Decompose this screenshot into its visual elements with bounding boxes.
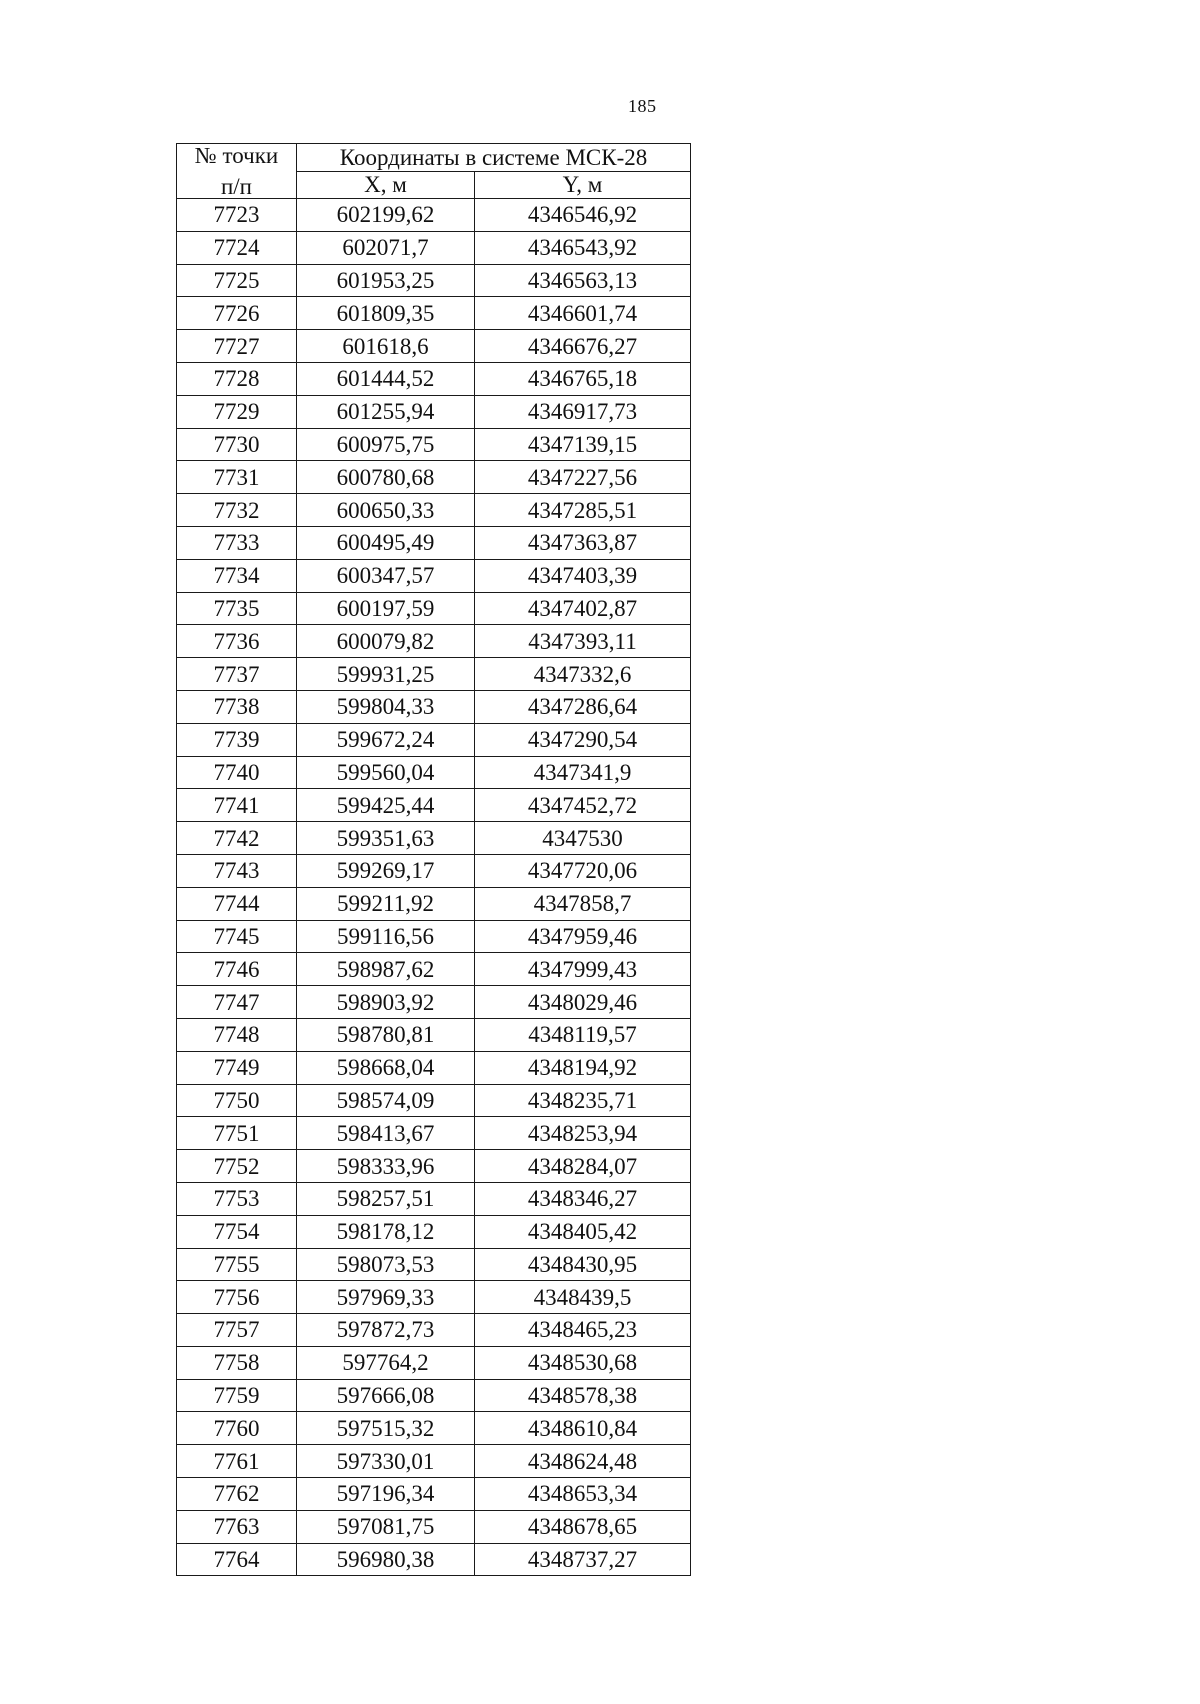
table-row — [177, 526, 691, 559]
point-number-cell: 7726 — [177, 297, 297, 330]
point-number-cell: 7743 — [177, 854, 297, 887]
y-coordinate-cell: 4347720,06 — [475, 854, 691, 887]
point-number-cell: 7744 — [177, 887, 297, 920]
x-coordinate-cell: 599351,63 — [297, 822, 475, 855]
point-number-cell: 7764 — [177, 1543, 297, 1576]
table-row — [177, 592, 691, 625]
y-coordinate-cell: 4347402,87 — [475, 592, 691, 625]
table-row — [177, 887, 691, 920]
y-coordinate-cell: 4348465,23 — [475, 1314, 691, 1347]
point-number-cell: 7759 — [177, 1379, 297, 1412]
x-coordinate-cell: 599804,33 — [297, 690, 475, 723]
point-number-cell: 7734 — [177, 559, 297, 592]
y-coordinate-cell: 4347285,51 — [475, 494, 691, 527]
table-row — [177, 231, 691, 264]
table-row — [177, 559, 691, 592]
header-point-number-line2: п/п — [220, 174, 252, 199]
point-number-cell: 7724 — [177, 231, 297, 264]
x-coordinate-cell: 598987,62 — [297, 953, 475, 986]
y-coordinate-cell: 4347286,64 — [475, 690, 691, 723]
table-row — [177, 1445, 691, 1478]
y-coordinate-cell: 4347290,54 — [475, 723, 691, 756]
point-number-cell: 7738 — [177, 690, 297, 723]
table-row — [177, 297, 691, 330]
y-coordinate-cell: 4347959,46 — [475, 920, 691, 953]
x-coordinate-cell: 599425,44 — [297, 789, 475, 822]
x-coordinate-cell: 596980,38 — [297, 1543, 475, 1576]
table-row — [177, 199, 691, 232]
point-number-cell: 7740 — [177, 756, 297, 789]
y-coordinate-cell: 4348737,27 — [475, 1543, 691, 1576]
y-coordinate-cell: 4348119,57 — [475, 1018, 691, 1051]
point-number-cell: 7757 — [177, 1314, 297, 1347]
table-row — [177, 1084, 691, 1117]
y-coordinate-cell: 4347403,39 — [475, 559, 691, 592]
point-number-cell: 7741 — [177, 789, 297, 822]
x-coordinate-cell: 597666,08 — [297, 1379, 475, 1412]
point-number-cell: 7745 — [177, 920, 297, 953]
y-coordinate-cell: 4346563,13 — [475, 264, 691, 297]
x-coordinate-cell: 598668,04 — [297, 1051, 475, 1084]
x-coordinate-cell: 599931,25 — [297, 658, 475, 691]
x-coordinate-cell: 598413,67 — [297, 1117, 475, 1150]
table-row — [177, 1510, 691, 1543]
x-coordinate-cell: 598574,09 — [297, 1084, 475, 1117]
x-coordinate-cell: 597515,32 — [297, 1412, 475, 1445]
table-row — [177, 690, 691, 723]
point-number-cell: 7731 — [177, 461, 297, 494]
point-number-cell: 7746 — [177, 953, 297, 986]
y-coordinate-cell: 4346546,92 — [475, 199, 691, 232]
y-coordinate-cell: 4346543,92 — [475, 231, 691, 264]
table-row — [177, 330, 691, 363]
y-coordinate-cell: 4348253,94 — [475, 1117, 691, 1150]
page-number: 185 — [628, 96, 657, 116]
table-row — [177, 1182, 691, 1215]
x-coordinate-cell: 599560,04 — [297, 756, 475, 789]
x-coordinate-cell: 599269,17 — [297, 854, 475, 887]
point-number-cell: 7723 — [177, 199, 297, 232]
table-row — [177, 1346, 691, 1379]
y-coordinate-cell: 4347227,56 — [475, 461, 691, 494]
y-coordinate-cell: 4347363,87 — [475, 526, 691, 559]
point-number-cell: 7761 — [177, 1445, 297, 1478]
header-point-number-line1: № точки — [194, 143, 279, 168]
x-coordinate-cell: 598903,92 — [297, 986, 475, 1019]
y-coordinate-cell: 4346765,18 — [475, 362, 691, 395]
point-number-cell: 7753 — [177, 1182, 297, 1215]
x-coordinate-cell: 600650,33 — [297, 494, 475, 527]
y-coordinate-cell: 4347393,11 — [475, 625, 691, 658]
y-coordinate-cell: 4348235,71 — [475, 1084, 691, 1117]
point-number-cell: 7729 — [177, 395, 297, 428]
x-coordinate-cell: 597969,33 — [297, 1281, 475, 1314]
y-coordinate-cell: 4346676,27 — [475, 330, 691, 363]
y-coordinate-cell: 4348610,84 — [475, 1412, 691, 1445]
x-coordinate-cell: 601444,52 — [297, 362, 475, 395]
x-coordinate-cell: 601618,6 — [297, 330, 475, 363]
y-coordinate-cell: 4347341,9 — [475, 756, 691, 789]
y-coordinate-cell: 4348439,5 — [475, 1281, 691, 1314]
point-number-cell: 7742 — [177, 822, 297, 855]
point-number-cell: 7725 — [177, 264, 297, 297]
y-coordinate-cell: 4347332,6 — [475, 658, 691, 691]
x-coordinate-cell: 598073,53 — [297, 1248, 475, 1281]
table-row — [177, 789, 691, 822]
table-row — [177, 461, 691, 494]
point-number-cell: 7754 — [177, 1215, 297, 1248]
point-number-cell: 7749 — [177, 1051, 297, 1084]
point-number-cell: 7763 — [177, 1510, 297, 1543]
y-coordinate-cell: 4348346,27 — [475, 1182, 691, 1215]
table-row — [177, 920, 691, 953]
y-coordinate-cell: 4346601,74 — [475, 297, 691, 330]
y-coordinate-cell: 4348029,46 — [475, 986, 691, 1019]
point-number-cell: 7728 — [177, 362, 297, 395]
table-row — [177, 822, 691, 855]
y-coordinate-cell: 4348284,07 — [475, 1150, 691, 1183]
point-number-cell: 7739 — [177, 723, 297, 756]
table-row — [177, 625, 691, 658]
y-coordinate-cell: 4347999,43 — [475, 953, 691, 986]
table-row — [177, 986, 691, 1019]
point-number-cell: 7760 — [177, 1412, 297, 1445]
point-number-cell: 7751 — [177, 1117, 297, 1150]
table-row — [177, 1150, 691, 1183]
table-row — [177, 953, 691, 986]
y-coordinate-cell: 4348624,48 — [475, 1445, 691, 1478]
x-coordinate-cell: 598780,81 — [297, 1018, 475, 1051]
x-coordinate-cell: 599672,24 — [297, 723, 475, 756]
y-coordinate-cell: 4347858,7 — [475, 887, 691, 920]
point-number-cell: 7730 — [177, 428, 297, 461]
x-coordinate-cell: 597872,73 — [297, 1314, 475, 1347]
table-body — [177, 199, 691, 1576]
header-point-number — [177, 144, 297, 199]
table-row — [177, 1314, 691, 1347]
x-coordinate-cell: 602199,62 — [297, 199, 475, 232]
point-number-cell: 7756 — [177, 1281, 297, 1314]
x-coordinate-cell: 601809,35 — [297, 297, 475, 330]
table-row — [177, 658, 691, 691]
x-coordinate-cell: 597764,2 — [297, 1346, 475, 1379]
y-coordinate-cell: 4348530,68 — [475, 1346, 691, 1379]
point-number-cell: 7750 — [177, 1084, 297, 1117]
table-row — [177, 1379, 691, 1412]
table-row — [177, 756, 691, 789]
y-coordinate-cell: 4348653,34 — [475, 1478, 691, 1511]
x-coordinate-cell: 599211,92 — [297, 887, 475, 920]
table-row — [177, 1543, 691, 1576]
header-x: X, м — [297, 171, 475, 199]
table-header-row — [177, 144, 691, 172]
point-number-cell: 7736 — [177, 625, 297, 658]
header-coordinates: Координаты в системе МСК-28 — [297, 144, 691, 172]
y-coordinate-cell: 4347530 — [475, 822, 691, 855]
point-number-cell: 7737 — [177, 658, 297, 691]
table-row — [177, 362, 691, 395]
x-coordinate-cell: 601255,94 — [297, 395, 475, 428]
point-number-cell: 7755 — [177, 1248, 297, 1281]
table-row — [177, 854, 691, 887]
point-number-cell: 7752 — [177, 1150, 297, 1183]
table-row — [177, 1281, 691, 1314]
table-row — [177, 264, 691, 297]
point-number-cell: 7747 — [177, 986, 297, 1019]
x-coordinate-cell: 597330,01 — [297, 1445, 475, 1478]
point-number-cell: 7727 — [177, 330, 297, 363]
table-row — [177, 1018, 691, 1051]
x-coordinate-cell: 600347,57 — [297, 559, 475, 592]
x-coordinate-cell: 600197,59 — [297, 592, 475, 625]
table-row — [177, 1051, 691, 1084]
point-number-cell: 7758 — [177, 1346, 297, 1379]
table-row — [177, 494, 691, 527]
y-coordinate-cell: 4347452,72 — [475, 789, 691, 822]
point-number-cell: 7762 — [177, 1478, 297, 1511]
x-coordinate-cell: 601953,25 — [297, 264, 475, 297]
table-row — [177, 1248, 691, 1281]
y-coordinate-cell: 4347139,15 — [475, 428, 691, 461]
y-coordinate-cell: 4348430,95 — [475, 1248, 691, 1281]
y-coordinate-cell: 4348194,92 — [475, 1051, 691, 1084]
y-coordinate-cell: 4348578,38 — [475, 1379, 691, 1412]
point-number-cell: 7733 — [177, 526, 297, 559]
x-coordinate-cell: 598178,12 — [297, 1215, 475, 1248]
table-row — [177, 1412, 691, 1445]
y-coordinate-cell: 4348405,42 — [475, 1215, 691, 1248]
point-number-cell: 7748 — [177, 1018, 297, 1051]
x-coordinate-cell: 600975,75 — [297, 428, 475, 461]
point-number-cell: 7732 — [177, 494, 297, 527]
x-coordinate-cell: 597081,75 — [297, 1510, 475, 1543]
y-coordinate-cell: 4346917,73 — [475, 395, 691, 428]
table-row — [177, 1117, 691, 1150]
table-row — [177, 1478, 691, 1511]
coordinates-table — [176, 143, 691, 1576]
x-coordinate-cell: 600780,68 — [297, 461, 475, 494]
x-coordinate-cell: 598333,96 — [297, 1150, 475, 1183]
x-coordinate-cell: 600079,82 — [297, 625, 475, 658]
x-coordinate-cell: 600495,49 — [297, 526, 475, 559]
x-coordinate-cell: 598257,51 — [297, 1182, 475, 1215]
point-number-cell: 7735 — [177, 592, 297, 625]
x-coordinate-cell: 597196,34 — [297, 1478, 475, 1511]
table-row — [177, 723, 691, 756]
x-coordinate-cell: 602071,7 — [297, 231, 475, 264]
x-coordinate-cell: 599116,56 — [297, 920, 475, 953]
table-row — [177, 428, 691, 461]
header-y: Y, м — [475, 171, 691, 199]
table-row — [177, 1215, 691, 1248]
table-row — [177, 395, 691, 428]
y-coordinate-cell: 4348678,65 — [475, 1510, 691, 1543]
